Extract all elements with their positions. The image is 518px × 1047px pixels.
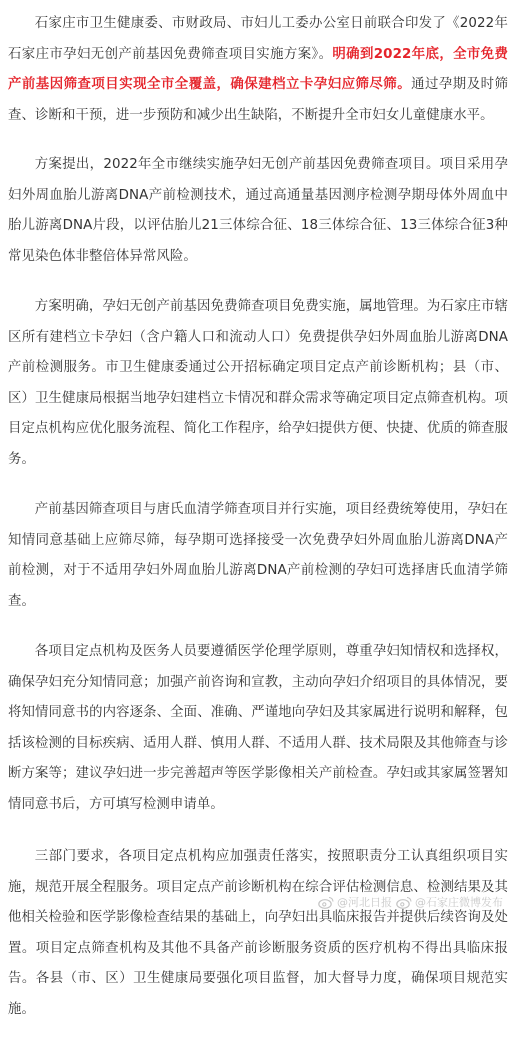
- paragraph-5: 各项目定点机构及医务人员要遵循医学伦理学原则，尊重孕妇知情权和选择权，确保孕妇充分知情同意；加强产前咨询和宣教，主动向孕妇介绍项目的具体情况，要将知情同意书的内容逐条、全面、准确、严谨地向孕妇及其家属进行说明和解释，包括该检测的目标疾病、适用人群、慎用人群、不适用人群、技术局限及其他筛查与诊断方案等；建议孕妇进一步完善超声等医学影像相关产前检查。孕妇或其家属签署知情同意书后，方可填写检测申请单。: [8, 644, 508, 812]
- paragraph-3: 方案明确，孕妇无创产前基因免费筛查项目免费实施，属地管理。为石家庄市辖区所有建档立卡孕妇（含户籍人口和流动人口）免费提供孕妇外周血胎儿游离DNA产前检测服务。市卫生健康委通过公开招标确定项目定点产前诊断机构；县（市、区）卫生健康局根据当地孕妇建档立卡情况和群众需求等确定项目定点筛查机构。项目定点机构应优化服务流程、简化工作程序，给孕妇提供方便、快捷、优质的筛查服务。: [8, 299, 508, 467]
- paragraph-4: 产前基因筛查项目与唐氏血清学筛查项目并行实施，项目经费统筹使用，孕妇在知情同意基础上应筛尽筛，每孕期可选择接受一次免费孕妇外周血胎儿游离DNA产前检测，对于不适用孕妇外周血胎儿游离DNA产前检测的孕妇可选择唐氏血清学筛查。: [8, 502, 508, 609]
- weibo-icon: [318, 896, 334, 909]
- watermark-left-text: @河北日报: [337, 896, 392, 909]
- watermark-right-text: @石家庄微博发布: [415, 896, 503, 909]
- paragraph-6: 三部门要求，各项目定点机构应加强责任落实，按照职责分工认真组织项目实施，规范开展全程服务。项目定点产前诊断机构在综合评估检测信息、检测结果及其他相关检验和医学影像检查结果的基础上，向孕妇出具临床报告并提供后续咨询及处置。项目定点筛查机构及其他不具备产前诊断服务资质的医疗机构不得出具临床报告。各县（市、区）卫生健康局要强化项目监督，加大督导力度，确保项目规范实施。: [8, 849, 508, 1017]
- watermark-shijiazhuang-weibo: [396, 894, 503, 910]
- paragraph-1-text-a: 石家庄市卫生健康委、市财政局、市妇儿工委办公室日前联合印发了《2022年石家庄市孕妇无创产前基因免费筛查项目实施方案》。: [8, 16, 508, 62]
- paragraph-2: 方案提出，2022年全市继续实施孕妇无创产前基因免费筛查项目。项目采用孕妇外周血胎儿游离DNA产前检测技术，通过高通量基因测序检测孕期母体外周血中胎儿游离DNA片段，以评估胎儿21三体综合征、18三体综合征、13三体综合征3种常见染色体非整倍体异常风险。: [8, 157, 508, 264]
- weibo-icon: [396, 896, 412, 909]
- paragraph-1: [8, 9, 508, 131]
- paragraph-1-highlight: 明确到2022年底，全市免费产前基因筛查项目实现全市全覆盖，确保建档立卡孕妇应筛尽筛。: [8, 46, 508, 92]
- paragraph-1-text-b: 通过孕期及时筛查、诊断和干预，进一步预防和减少出生缺陷，不断提升全市妇女儿童健康水平。: [8, 77, 508, 123]
- watermark-hebei-daily: [318, 894, 392, 910]
